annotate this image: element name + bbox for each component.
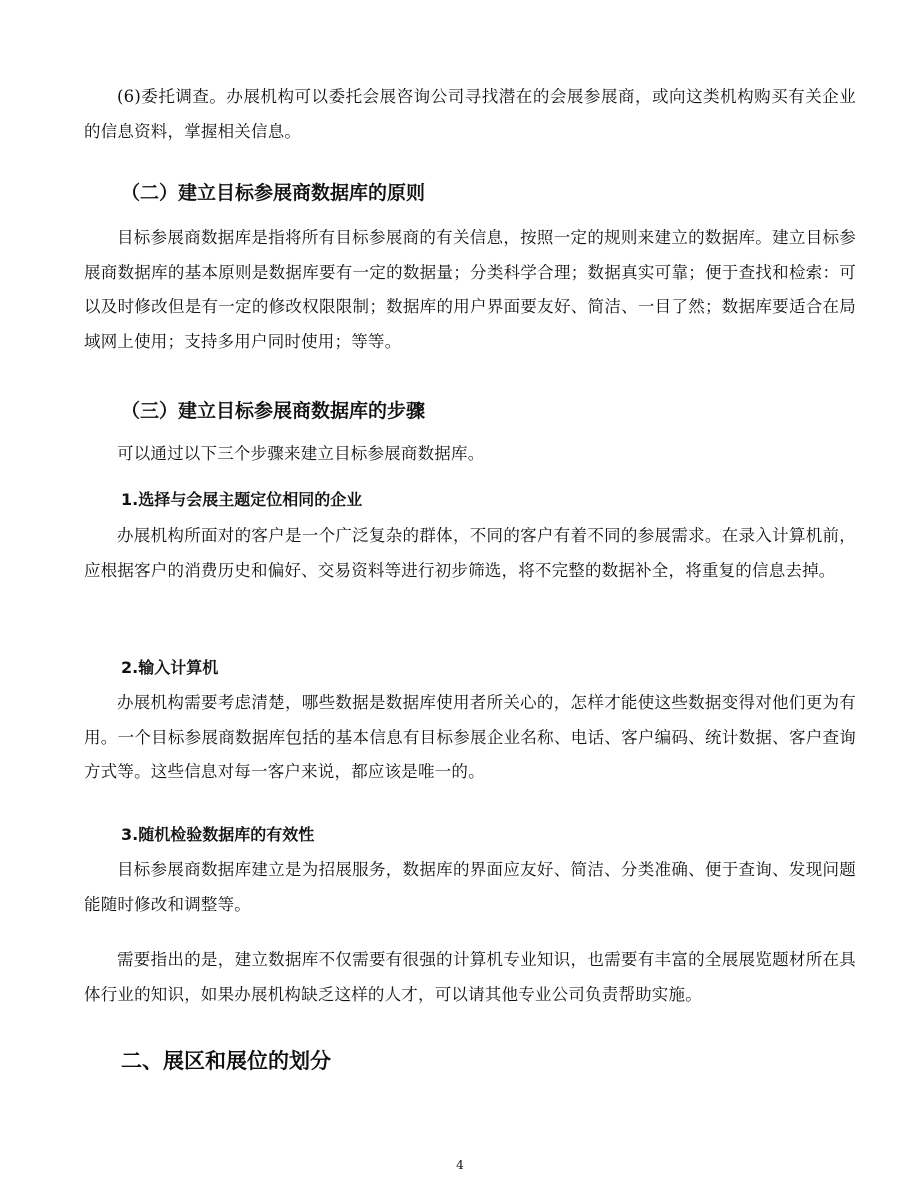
- heading-section-2: 二、展区和展位的划分: [121, 1049, 331, 1073]
- heading-database-principles: （二）建立目标参展商数据库的原则: [121, 182, 426, 204]
- heading-database-steps: （三）建立目标参展商数据库的步骤: [121, 400, 426, 422]
- paragraph-step-2: 办展机构需要考虑清楚，哪些数据是数据库使用者所关心的，怎样才能使这些数据变得对他们更为有用。一个目标参展商数据库包括的基本信息有目标参展企业名称、电话、客户编码、统计数据、客户查询方式等。这些信息对每一客户来说，都应该是唯一的。: [84, 693, 856, 781]
- paragraph-note: 需要指出的是，建立数据库不仅需要有很强的计算机专业知识，也需要有丰富的全展展览题材所在具体行业的知识，如果办展机构缺乏这样的人才，可以请其他专业公司负责帮助实施。: [84, 950, 856, 1004]
- paragraph-step-3: 目标参展商数据库建立是为招展服务，数据库的界面应友好、简洁、分类准确、便于查询、发现问题能随时修改和调整等。: [84, 860, 856, 914]
- paragraph-database-principles: 目标参展商数据库是指将所有目标参展商的有关信息，按照一定的规则来建立的数据库。建立目标参展商数据库的基本原则是数据库要有一定的数据量；分类科学合理；数据真实可靠；便于查找和检索：可以及时修改但是有一定的修改权限限制；数据库的用户界面要友好、简洁、一目了然；数据库要适合在局域网上使用；支持多用户同时使用；等等。: [84, 228, 856, 351]
- paragraph-step-1: 办展机构所面对的客户是一个广泛复杂的群体，不同的客户有着不同的参展需求。在录入计算机前，应根据客户的消费历史和偏好、交易资料等进行初步筛选，将不完整的数据补全，将重复的信息去掉。: [84, 526, 856, 580]
- paragraph-steps-intro: 可以通过以下三个步骤来建立目标参展商数据库。: [117, 444, 485, 463]
- paragraph-entrust-survey: (6)委托调查。办展机构可以委托会展咨询公司寻找潜在的会展参展商，或向这类机构购买有关企业的信息资料，掌握相关信息。: [84, 87, 856, 141]
- heading-step-1: 1.选择与会展主题定位相同的企业: [121, 490, 363, 509]
- page-number: 4: [456, 1158, 464, 1172]
- heading-step-3: 3.随机检验数据库的有效性: [121, 825, 315, 844]
- heading-step-2: 2.输入计算机: [121, 658, 219, 677]
